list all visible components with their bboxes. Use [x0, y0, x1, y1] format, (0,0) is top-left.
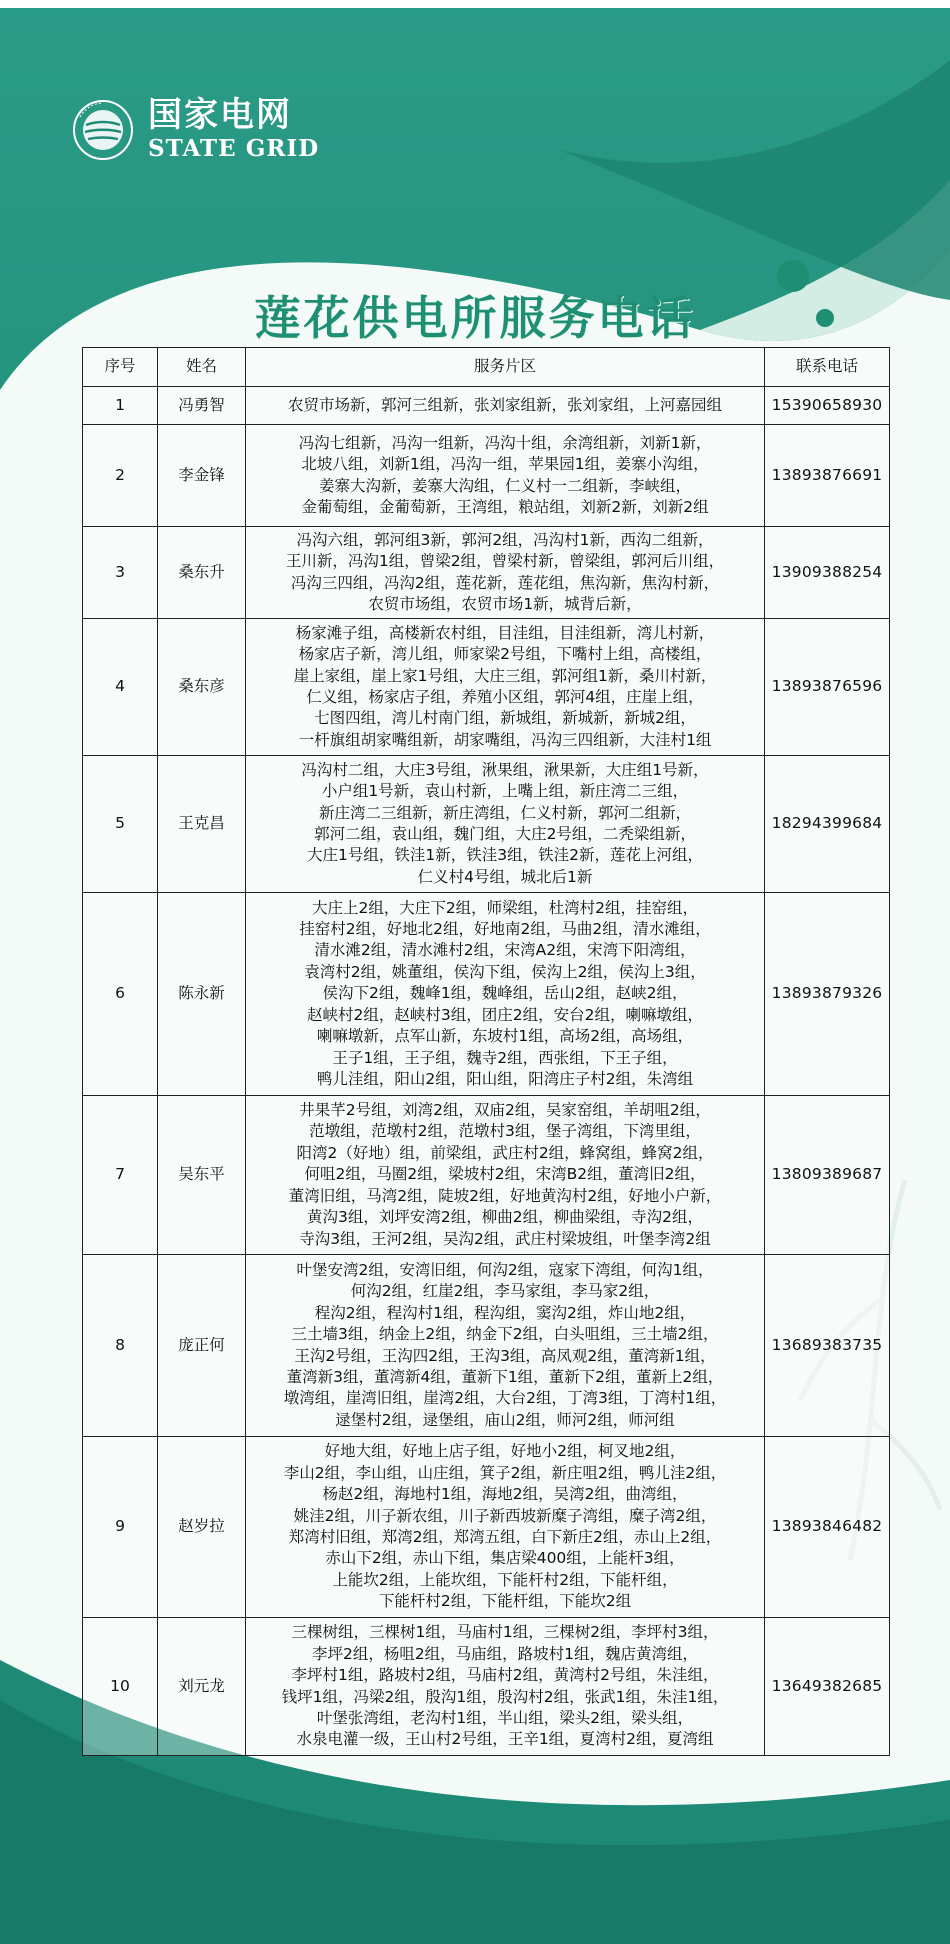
row-phone: 13893876596	[765, 619, 890, 756]
row-name: 桑东升	[158, 527, 246, 619]
row-name: 庞正何	[158, 1255, 246, 1437]
row-name: 赵岁拉	[158, 1437, 246, 1618]
state-grid-logo	[72, 96, 319, 164]
row-index: 1	[83, 387, 158, 425]
row-phone: 15390658930	[765, 387, 890, 425]
row-phone: 13809389687	[765, 1096, 890, 1255]
row-zone: 冯沟七组新，冯沟一组新，冯沟十组，余湾组新，刘新1新， 北坡八组，刘新1组，冯沟一组，苹果园1组，姜寨小沟组， 姜寨大沟新，姜寨大沟组，仁义村一二组新，李峡组， 金葡萄组，金葡萄新，王湾组，粮站组，刘新2新，刘新2组	[246, 425, 765, 527]
row-phone: 13893876691	[765, 425, 890, 527]
row-zone: 好地大组，好地上店子组，好地小2组，柯叉地2组， 李山2组，李山组，山庄组，箕子2组，新庄咀2组，鸭儿洼2组， 杨赵2组，海地村1组，海地2组，吴湾2组，曲湾组， 姚洼2组，川子新农组，川子新西坡新糜子湾组，糜子湾2组， 郑湾村旧组，郑湾2组，郑湾五组，白下新庄2组，赤山上2组， 赤山下2组，赤山下组，集店梁400组，上能杆3组， 上能坎2组，上能坎组，下能杆村2组，下能杆组， 下能杆村2组，下能杆组，下能坎2组	[246, 1437, 765, 1618]
row-index: 3	[83, 527, 158, 619]
row-zone: 大庄上2组，大庄下2组，师梁组，杜湾村2组，挂窑组， 挂窑村2组，好地北2组，好地南2组，马曲2组，清水滩组， 清水滩2组，清水滩村2组，宋湾A2组，宋湾下阳湾组， 袁湾村2组，姚董组，侯沟下组，侯沟上2组，侯沟上3组， 侯沟下2组，魏峰1组，魏峰组，岳山2组，赵峡2组， 赵峡村2组，赵峡村3组，团庄2组，安台2组，喇嘛墩组， 喇嘛墩新，点军山新，东坡村1组，高场2组，高场组， 王子1组，王子组，魏寺2组，西张组，下王子组， 鸭儿洼组，阳山2组，阳山组，阳湾庄子村2组，朱湾组	[246, 893, 765, 1096]
row-index: 2	[83, 425, 158, 527]
header-phone: 联系电话	[765, 348, 890, 387]
row-zone: 三棵树组，三棵树1组，马庙村1组，三棵树2组，李坪村3组， 李坪2组，杨咀2组，马庙组，路坡村1组，魏店黄湾组， 李坪村1组，路坡村2组，马庙村2组，黄湾村2号组，朱洼组， 钱坪1组，冯梁2组，殷沟1组，殷沟村2组，张武1组，朱洼1组， 叶堡张湾组，老沟村1组，半山组，梁头2组，梁头组， 水泉电灌一级，王山村2号组，王辛1组，夏湾村2组，夏湾组	[246, 1618, 765, 1756]
row-phone: 13893846482	[765, 1437, 890, 1618]
table-header-row	[83, 348, 890, 387]
row-phone: 13689383735	[765, 1255, 890, 1437]
row-name: 冯勇智	[158, 387, 246, 425]
table-row	[83, 893, 890, 1096]
row-name: 李金锋	[158, 425, 246, 527]
table-row	[83, 527, 890, 619]
table-row	[83, 756, 890, 893]
row-zone: 杨家滩子组，高楼新农村组，目洼组，目洼组新，湾儿村新， 杨家店子新，湾儿组，师家梁2号组，下嘴村上组，高楼组， 崖上家组，崖上家1号组，大庄三组，郭河组1新，桑川村新， 仁义组，杨家店子组，养殖小区组，郭河4组，庄崖上组， 七图四组，湾儿村南门组，新城组，新城新，新城2组， 一杆旗组胡家嘴组新，胡家嘴组，冯沟三四组新，大洼村1组	[246, 619, 765, 756]
row-index: 8	[83, 1255, 158, 1437]
row-name: 刘元龙	[158, 1618, 246, 1756]
row-zone: 叶堡安湾2组，安湾旧组，何沟2组，寇家下湾组，何沟1组， 何沟2组，红崖2组，李马家组，李马家2组， 程沟2组，程沟村1组，程沟组，窦沟2组，炸山地2组， 三土墙3组，纳金上2组，纳金下2组，白头咀组，三土墙2组， 王沟2号组，王沟四2组，王沟3组，高凤观2组，董湾新1组， 董湾新3组，董湾新4组，董新下1组，董新下2组，董新上2组， 墩湾组，崖湾旧组，崖湾2组，大台2组，丁湾3组，丁湾村1组， 逯堡村2组，逯堡组，庙山2组，师河2组，师河组	[246, 1255, 765, 1437]
table-row	[83, 387, 890, 425]
header-name: 姓名	[158, 348, 246, 387]
row-zone: 农贸市场新，郭河三组新，张刘家组新，张刘家组，上河嘉园组	[246, 387, 765, 425]
header-index: 序号	[83, 348, 158, 387]
table-row	[83, 1437, 890, 1618]
row-phone: 13909388254	[765, 527, 890, 619]
table-row	[83, 1618, 890, 1756]
row-phone: 18294399684	[765, 756, 890, 893]
table-row	[83, 1096, 890, 1255]
row-index: 4	[83, 619, 158, 756]
row-phone: 13649382685	[765, 1618, 890, 1756]
row-index: 9	[83, 1437, 158, 1618]
row-index: 7	[83, 1096, 158, 1255]
row-phone: 13893879326	[765, 893, 890, 1096]
row-name: 陈永新	[158, 893, 246, 1096]
row-zone: 冯沟六组，郭河组3新，郭河2组，冯沟村1新，西沟二组新， 王川新，冯沟1组，曾梁2组，曾梁村新，曾梁组，郭河后川组， 冯沟三四组，冯沟2组，莲花新，莲花组，焦沟新，焦沟村新， 农贸市场组，农贸市场1新，城背后新，	[246, 527, 765, 619]
service-phone-table	[82, 347, 890, 1756]
row-name: 王克昌	[158, 756, 246, 893]
row-zone: 冯沟村二组，大庄3号组，湫果组，湫果新，大庄组1号新， 小户组1号新，袁山村新，上嘴上组，新庄湾二三组， 新庄湾二三组新，新庄湾组，仁义村新，郭河二组新， 郭河二组，袁山组，魏门组，大庄2号组，二秃梁组新， 大庄1号组，铁洼1新，铁洼3组，铁洼2新，莲花上河组， 仁义村4号组，城北后1新	[246, 756, 765, 893]
table-row	[83, 425, 890, 527]
row-name: 桑东彦	[158, 619, 246, 756]
row-index: 10	[83, 1618, 158, 1756]
row-name: 吴东平	[158, 1096, 246, 1255]
row-index: 5	[83, 756, 158, 893]
state-grid-emblem-icon	[72, 99, 134, 161]
row-zone: 井果芊2号组，刘湾2组，双庙2组，吴家窑组，羊胡咀2组， 范墩组，范墩村2组，范墩村3组，堡子湾组，下湾里组， 阳湾2（好地）组，前梁组，武庄村2组，蜂窝组，蜂窝2组， 何咀2组，马圈2组，梁坡村2组，宋湾B2组，董湾旧2组， 董湾旧组，马湾2组，陡坡2组，好地黄沟村2组，好地小户新， 黄沟3组，刘坪安湾2组，柳曲2组，柳曲梁组，寺沟2组， 寺沟3组，王河2组，吴沟2组，武庄村梁坡组，叶堡李湾2组	[246, 1096, 765, 1255]
row-index: 6	[83, 893, 158, 1096]
logo-english-text: STATE GRID	[148, 135, 320, 162]
header-zone: 服务片区	[246, 348, 765, 387]
table-row	[83, 619, 890, 756]
table-row	[83, 1255, 890, 1437]
page-title: 莲花供电所服务电话	[254, 291, 696, 345]
logo-chinese-text: 国家电网	[148, 95, 292, 135]
